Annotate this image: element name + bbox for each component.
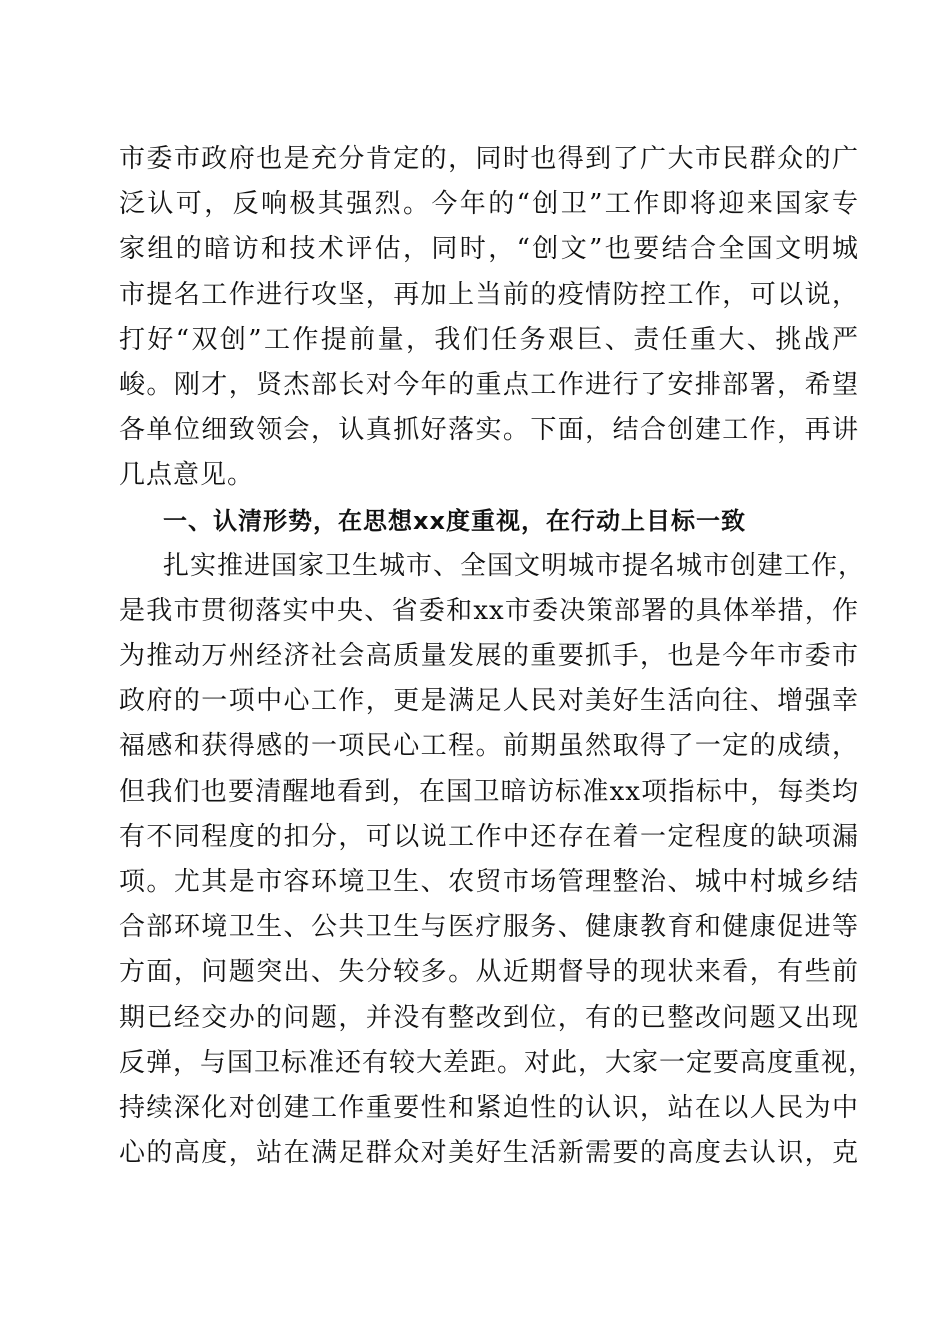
paragraph-line: 为推动万州经济社会高质量发展的重要抓手，也是今年市委市 xyxy=(119,641,859,672)
paragraph-line: 政府的一项中心工作，更是满足人民对美好生活向往、增强幸 xyxy=(119,686,859,717)
paragraph-line: 市委市政府也是充分肯定的，同时也得到了广大市民群众的广 xyxy=(119,144,859,174)
paragraph-line: 几点意见。 xyxy=(119,460,255,491)
paragraph-line: 期已经交办的问题，并没有整改到位，有的已整改问题又出现 xyxy=(119,1002,859,1033)
paragraph-line: 泛认可，反响极其强烈。今年的“创卫”工作即将迎来国家专 xyxy=(119,189,859,220)
section-heading: 一、认清形势，在思想xx度重视，在行动上目标一致 xyxy=(163,506,746,535)
paragraph-1 xyxy=(119,137,859,499)
document-body xyxy=(119,137,876,1176)
paragraph-line: 有不同程度的扣分，可以说工作中还存在着一定程度的缺项漏 xyxy=(119,821,859,852)
paragraph-line: 项。尤其是市容环境卫生、农贸市场管理整治、城中村城乡结 xyxy=(119,867,859,897)
paragraph-line: 心的高度，站在满足群众对美好生活新需要的高度去认识，克 xyxy=(119,1138,859,1169)
paragraph-line: 福感和获得感的一项民心工程。前期虽然取得了一定的成绩， xyxy=(119,731,859,762)
paragraph-line: 扎实推进国家卫生城市、全国文明城市提名城市创建工作， xyxy=(163,550,866,581)
paragraph-line: 方面，问题突出、失分较多。从近期督导的现状来看，有些前 xyxy=(119,957,859,988)
paragraph-line: 但我们也要清醒地看到，在国卫暗访标准xx项指标中，每类均 xyxy=(119,776,859,807)
paragraph-line: 持续深化对创建工作重要性和紧迫性的认识，站在以人民为中 xyxy=(119,1092,859,1123)
paragraph-line: 家组的暗访和技术评估，同时，“创文”也要结合全国文明城 xyxy=(119,234,859,265)
paragraph-line: 各单位细致领会，认真抓好落实。下面，结合创建工作，再讲 xyxy=(119,415,859,446)
paragraph-line: 峻。刚才，贤杰部长对今年的重点工作进行了安排部署，希望 xyxy=(119,369,859,400)
paragraph-line: 打好“双创”工作提前量，我们任务艰巨、责任重大、挑战严 xyxy=(119,324,859,355)
paragraph-line: 反弹，与国卫标准还有较大差距。对此，大家一定要高度重视， xyxy=(119,1047,876,1078)
paragraph-line: 市提名工作进行攻坚，再加上当前的疫情防控工作，可以说， xyxy=(119,279,859,310)
paragraph-line: 合部环境卫生、公共卫生与医疗服务、健康教育和健康促进等 xyxy=(119,912,859,943)
paragraph-2 xyxy=(119,544,876,1177)
paragraph-line: 是我市贯彻落实中央、省委和xx市委决策部署的具体举措，作 xyxy=(119,595,859,626)
